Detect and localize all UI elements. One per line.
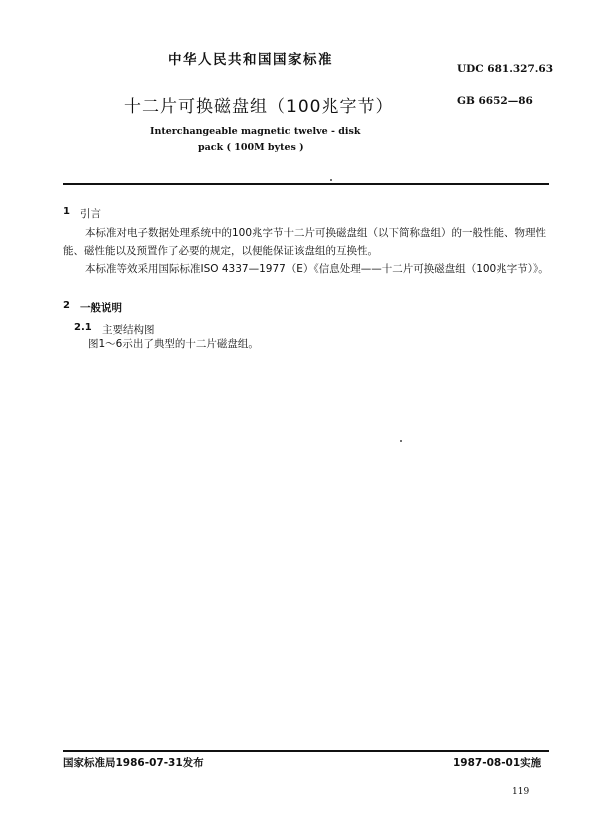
- footer-divider: [63, 750, 549, 752]
- section-1-paragraph-1: 本标准对电子数据处理系统中的100兆字节十二片可换磁盘组（以下简称盘组）的一般性能、物理性能、磁性能以及预置作了必要的规定，以便能保证该盘组的互换性。: [63, 227, 547, 257]
- subsection-2-1-number: 2.1: [74, 322, 92, 333]
- section-1-number: 1: [63, 206, 70, 217]
- scan-speck: [400, 440, 402, 442]
- effective-date: 1987-08-01实施: [453, 757, 542, 769]
- udc-code: UDC 681.327.63: [457, 63, 554, 75]
- subsection-2-1-title: 主要结构图: [102, 324, 155, 336]
- page-number: 119: [512, 787, 530, 797]
- scan-speck: [330, 179, 332, 181]
- section-2-title: 一般说明: [80, 302, 122, 314]
- subsection-2-1-paragraph: 图1～6示出了典型的十二片磁盘组。: [88, 338, 259, 350]
- header-divider: [63, 183, 549, 185]
- issued-date: 国家标准局1986-07-31发布: [63, 757, 204, 769]
- section-1-title: 引言: [80, 208, 101, 220]
- section-2-number: 2: [63, 300, 70, 311]
- standard-number: GB 6652—86: [457, 95, 533, 107]
- document-title-en-line2: pack ( 100M bytes ): [198, 142, 304, 153]
- standard-category: 中华人民共和国国家标准: [168, 52, 333, 68]
- section-1-paragraph-2: 本标准等效采用国际标准ISO 4337—1977（E）《信息处理——十二片可换磁盘组（100兆字节）》。: [85, 263, 549, 275]
- document-title-cn: 十二片可换磁盘组（100兆字节）: [124, 97, 394, 117]
- document-title-en-line1: Interchangeable magnetic twelve - disk: [150, 126, 361, 137]
